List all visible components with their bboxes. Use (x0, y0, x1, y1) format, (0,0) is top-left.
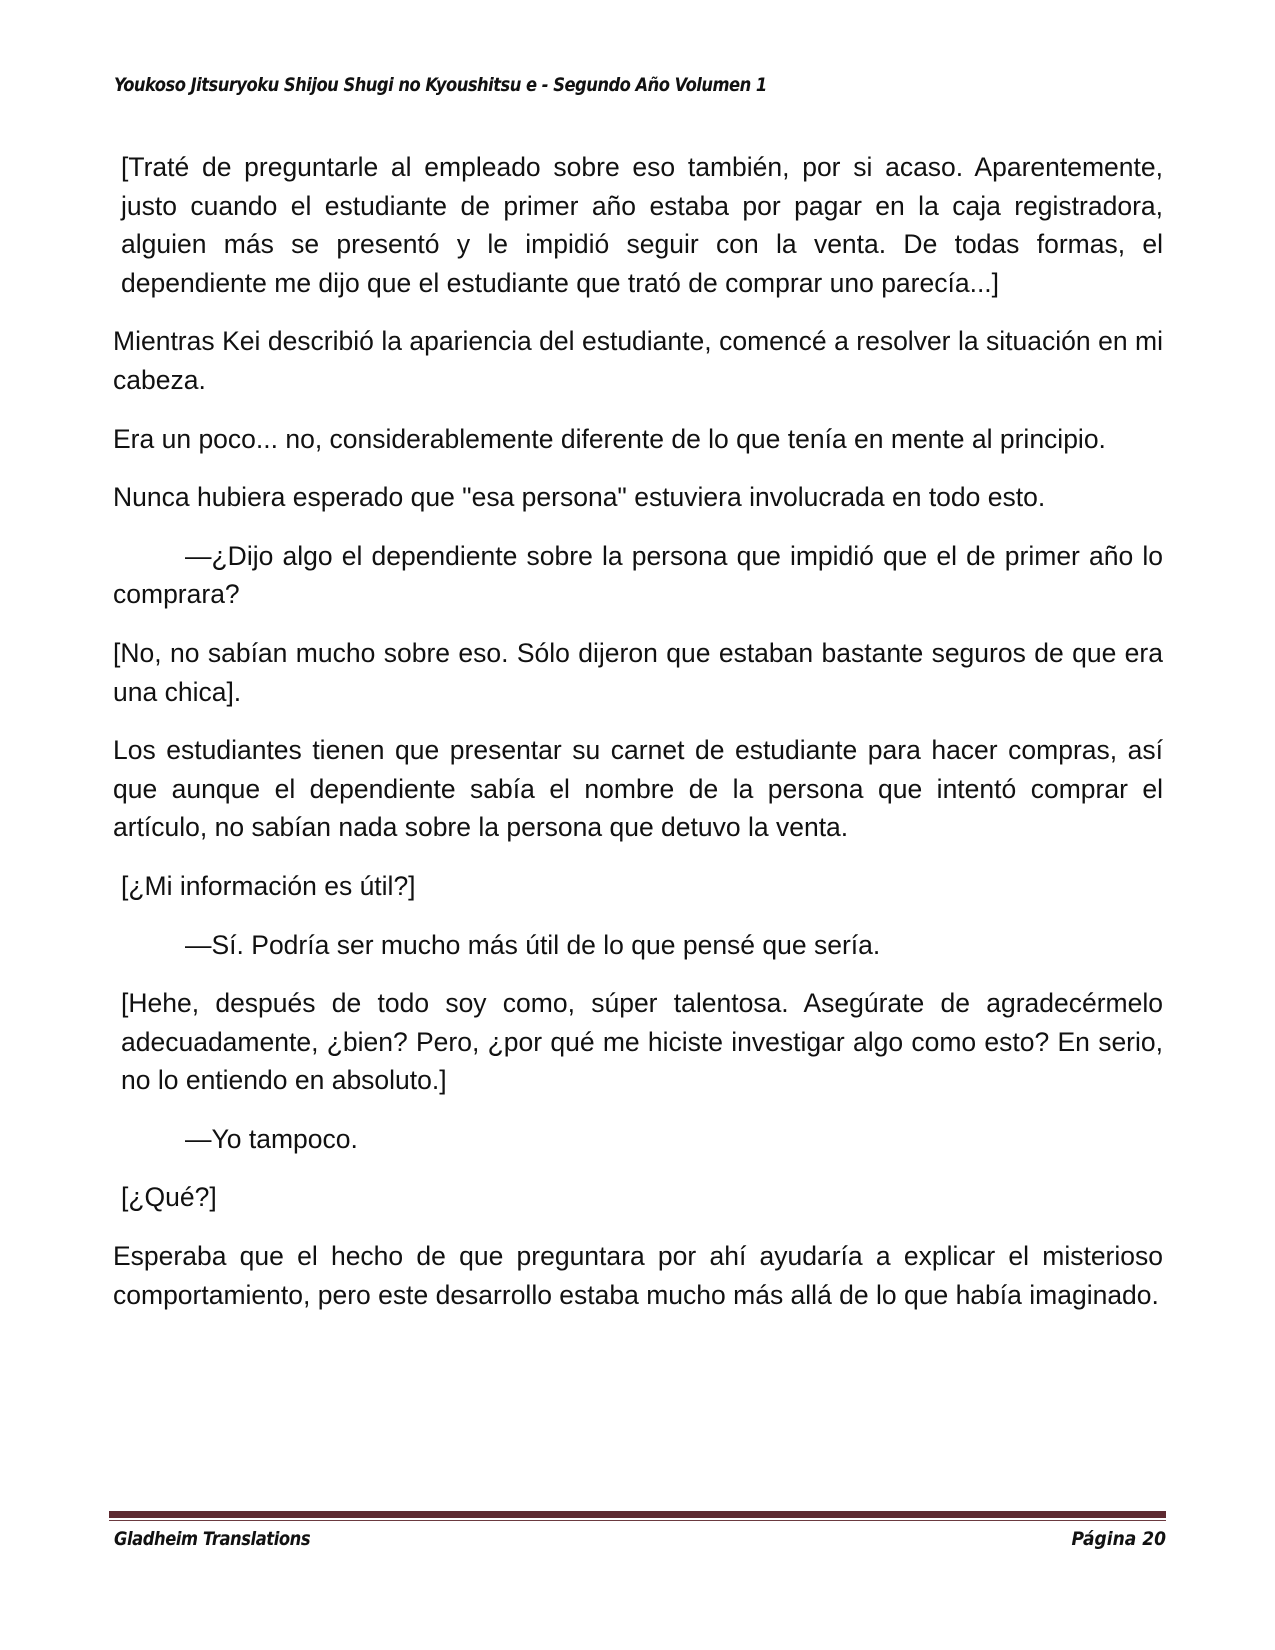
paragraph-dialogue: —Sí. Podría ser mucho más útil de lo que pensé que sería. (185, 929, 881, 960)
footer-divider-thin (109, 1520, 1166, 1521)
footer-divider (109, 1511, 1166, 1521)
paragraph-narration: Esperaba que el hecho de que preguntara por ahí ayudaría a explicar el misterioso comportamiento, pero este desarrollo estaba mucho más allá de lo que había imaginado. (113, 1241, 1163, 1310)
paragraph-narration: Era un poco... no, considerablemente diferente de lo que tenía en mente al principio. (113, 423, 1106, 454)
paragraph-narration: Nunca hubiera esperado que "esa persona" estuviera involucrada en todo esto. (113, 482, 1046, 513)
page-body (113, 148, 1163, 1334)
footer-divider-thick (109, 1511, 1166, 1518)
paragraph-bracket-dialogue: [Traté de preguntarle al empleado sobre eso también, por si acaso. Aparentemente, justo cuando el estudiante de primer año estaba por pagar en la caja registradora, alguien más se presentó y le impidió seguir con la venta. De todas formas, el dependiente me dijo que el estudiante que trató de comprar uno parecía...] (121, 152, 1163, 298)
paragraph-dialogue: —¿Dijo algo el dependiente sobre la persona que impidió que el de primer año lo comprara? (113, 540, 1163, 610)
paragraph-bracket-dialogue: [Hehe, después de todo soy como, súper talentosa. Asegúrate de agradecérmelo adecuadamente, ¿bien? Pero, ¿por qué me hiciste investigar algo como esto? En serio, no lo entiendo en absoluto.] (121, 988, 1163, 1096)
paragraph-narration: [No, no sabían mucho sobre eso. Sólo dijeron que estaban bastante seguros de que era una chica]. (113, 637, 1163, 707)
paragraph-bracket-dialogue: [¿Mi información es útil?] (121, 870, 416, 901)
paragraph-narration: Mientras Kei describió la apariencia del estudiante, comencé a resolver la situación en mi cabeza. (113, 326, 1163, 395)
running-header: Youkoso Jitsuryoku Shijou Shugi no Kyoushitsu e - Segundo Año Volumen 1 (114, 74, 767, 96)
paragraph-bracket-dialogue: [¿Qué?] (121, 1182, 217, 1213)
paragraph-narration: Los estudiantes tienen que presentar su carnet de estudiante para hacer compras, así que aunque el dependiente sabía el nombre de la persona que intentó comprar el artículo, no sabían nada sobre la persona que detuvo la venta. (113, 735, 1163, 843)
page-number: Página 20 (1071, 1528, 1166, 1550)
paragraph-dialogue: —Yo tampoco. (185, 1123, 358, 1154)
footer-credit: Gladheim Translations (114, 1528, 311, 1550)
